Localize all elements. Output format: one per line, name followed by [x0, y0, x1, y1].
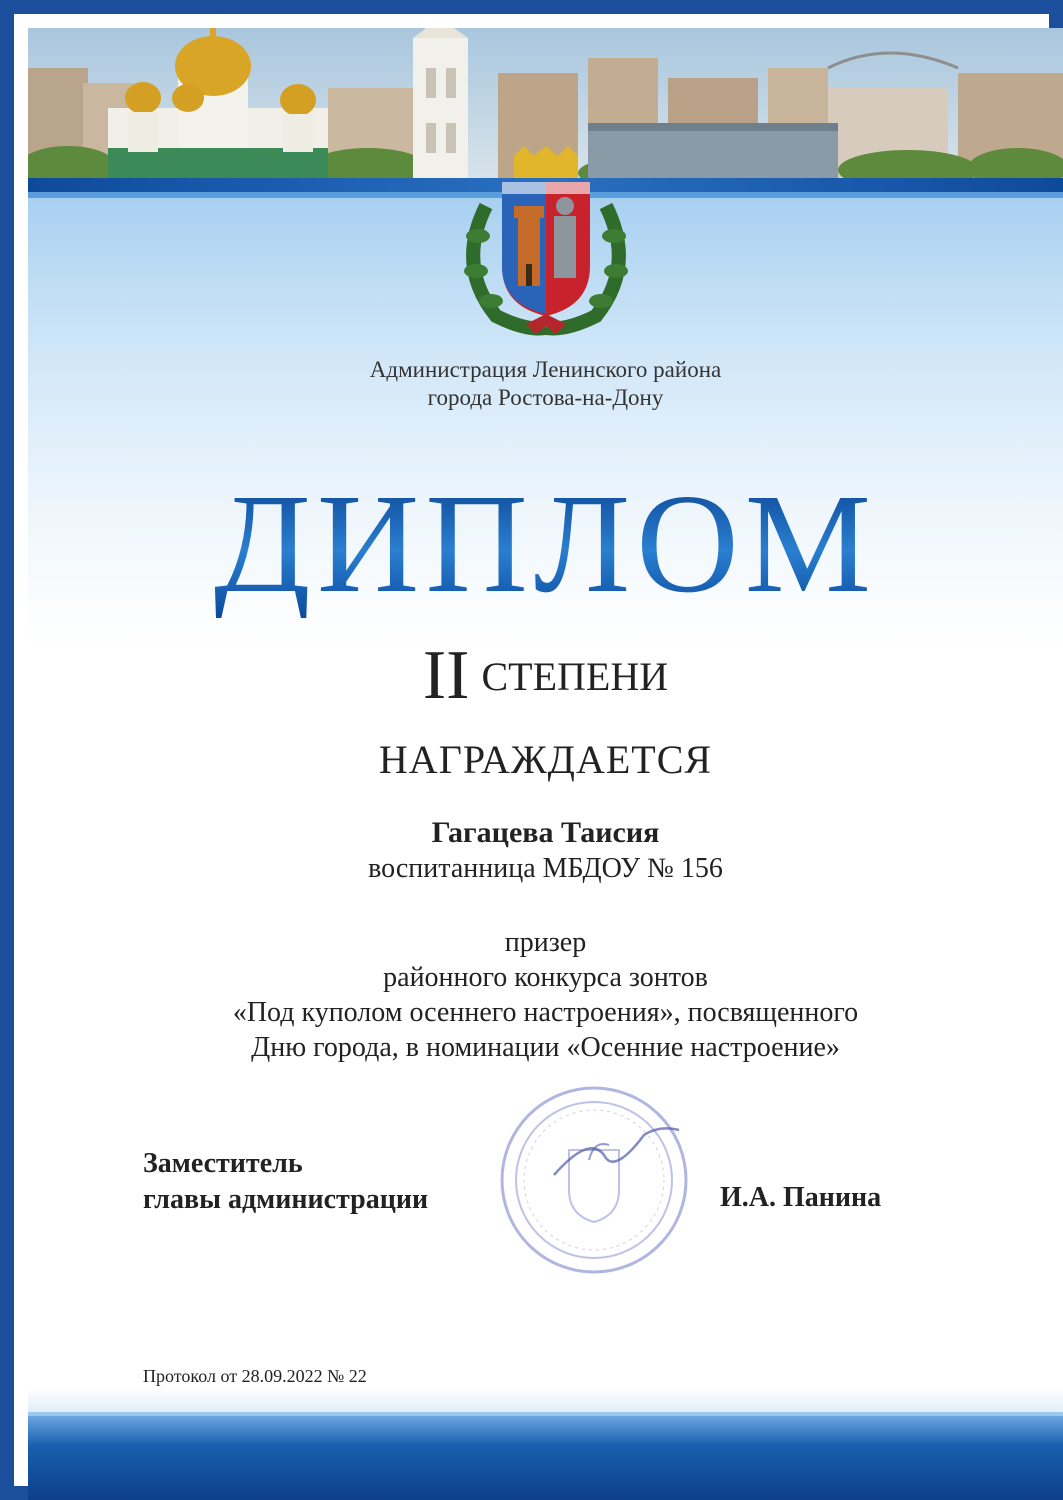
awarded-heading: НАГРАЖДАЕТСЯ: [378, 737, 713, 782]
signatory-position-line-1: Заместитель: [143, 1148, 303, 1179]
diploma-sheet: [28, 28, 1063, 1500]
issuer-line-1: Администрация Ленинского района: [369, 357, 722, 382]
diploma-title: ДИПЛОМ: [28, 468, 1063, 618]
signatory-position-line-2: главы администрации: [143, 1184, 429, 1215]
prize-line-4: Дню города, в номинации «Осенние настроение»: [251, 1032, 840, 1063]
diploma-degree: [28, 636, 1063, 716]
signatory-name: И.А. Панина: [720, 1182, 882, 1213]
issuer-line-2: города Ростова-на-Дону: [427, 385, 664, 410]
issuer-name: [28, 356, 1063, 412]
rostov-coat-of-arms-icon: [456, 146, 636, 338]
prize-description: [28, 925, 1063, 1065]
prize-line-3: «Под куполом осеннего настроения», посвященного: [232, 997, 859, 1028]
recipient-name: Гагацева Таисия: [431, 816, 660, 849]
footer-band: [28, 1416, 1063, 1500]
recipient-organization: воспитанница МБДОУ № 156: [368, 853, 723, 884]
prize-line-1: призер: [504, 927, 587, 958]
prize-line-2: районного конкурса зонтов: [383, 962, 708, 993]
signatory-position: [143, 1146, 428, 1218]
official-seal-stamp-icon: [494, 1080, 694, 1280]
protocol-reference: Протокол от 28.09.2022 № 22: [143, 1366, 367, 1386]
degree-numeral: II: [422, 637, 470, 714]
degree-word: СТЕПЕНИ: [481, 653, 669, 699]
